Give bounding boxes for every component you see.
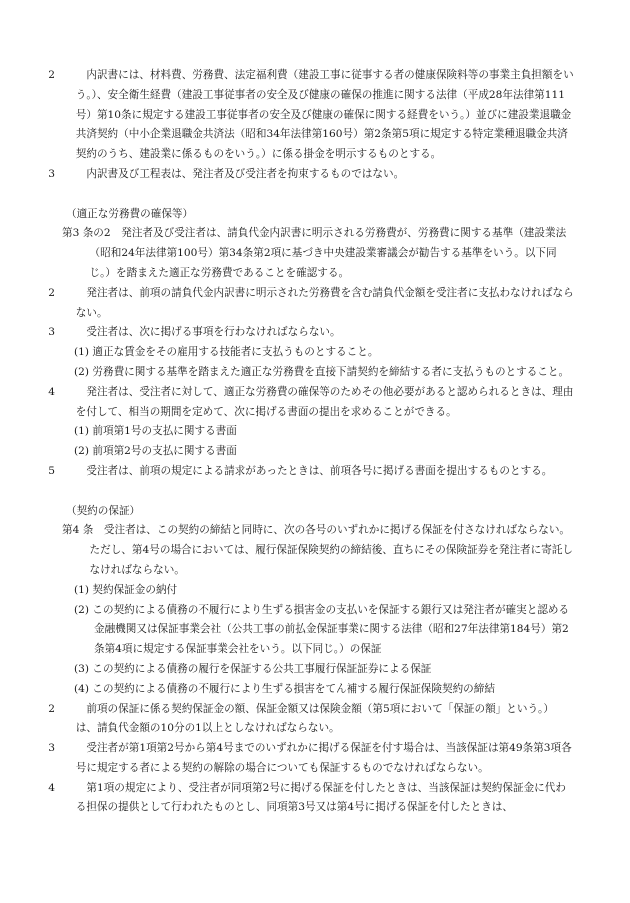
paragraph-2-breakdown bbox=[48, 66, 574, 165]
list-item bbox=[62, 422, 574, 442]
paragraph-3-binding bbox=[48, 165, 574, 185]
item-number: (4) bbox=[74, 682, 90, 695]
article-4 bbox=[62, 521, 574, 580]
article-number: 第4 条 bbox=[62, 524, 94, 537]
paragraph-number: 2 bbox=[48, 286, 55, 299]
item-text: この契約による債務の不履行により生ずる損害をてん補する履行保証保険契約の締結 bbox=[92, 682, 495, 695]
article-heading-guarantee: （契約の保証） bbox=[66, 504, 141, 517]
paragraph-text: 受注者は、次に掲げる事項を行わなければならない。 bbox=[86, 326, 341, 339]
paragraph-text: 発注者は、前項の請負代金内訳書に明示された労務費を含む請負代金額を受注者に支払わなければならない。 bbox=[75, 286, 574, 319]
list-item bbox=[62, 343, 574, 363]
paragraph-text: 内訳書には、材料費、労務費、法定福利費（建設工事に従事する者の健康保険料等の事業主負担額をいう。）、安全衛生経費（建設工事従事者の安全及び健康の確保の推進に関する法律（平成28年法律第111号）第10条に規定する建設工事従事者の安全及び健康の確保に関する経費をいう。）並びに建設業退職金共済契約（中小企業退職金共済法（昭和34年法律第160号）第2条第5項に規定する特定業種退職金共済契約のうち、建設業に係るものをいう。）に係る掛金を明示するものとする。 bbox=[75, 69, 574, 161]
paragraph-3-2-5 bbox=[48, 462, 574, 482]
item-text: この契約による債務の不履行により生ずる損害金の支払いを保証する銀行又は発注者が確実と認める金融機関又は保証事業会社（公共工事の前払金保証事業に関する法律（昭和27年法律第184号）第2条第4項に規定する保証事業会社をいう。以下同じ。）の保証 bbox=[92, 603, 570, 656]
paragraph-number: 2 bbox=[48, 702, 55, 715]
paragraph-3-2-3 bbox=[48, 323, 574, 343]
article-text: 受注者は、この契約の締結と同時に、次の各号のいずれかに掲げる保証を付さなければならない。ただし、第4号の場合においては、履行保証保険契約の締結後、直ちにその保険証券を発注者に寄託しなければならない。 bbox=[89, 524, 574, 576]
spacer bbox=[62, 185, 574, 205]
article-number: 第3 条の2 bbox=[62, 227, 111, 240]
item-text: 契約保証金の納付 bbox=[92, 583, 178, 596]
paragraph-3-2-4 bbox=[48, 383, 574, 423]
list-item bbox=[62, 363, 574, 383]
paragraph-number: 2 bbox=[48, 69, 55, 81]
item-number: (1) bbox=[74, 583, 90, 596]
paragraph-4-2 bbox=[48, 700, 574, 740]
paragraph-number: 3 bbox=[48, 742, 55, 755]
paragraph-4-4 bbox=[48, 779, 574, 819]
list-item bbox=[62, 680, 574, 700]
item-number: (1) bbox=[74, 346, 90, 359]
list-item bbox=[62, 442, 574, 462]
paragraph-text: 発注者は、受注者に対して、適正な労務費の確保等のためその他必要があると認められるときは、理由を付して、相当の期間を定めて、次に掲げる書面の提出を求めることができる。 bbox=[75, 385, 574, 418]
paragraph-number: 4 bbox=[48, 781, 55, 794]
item-text: 労務費に関する基準を踏まえた適正な労務費を直接下請契約を締結する者に支払うものとすること。 bbox=[92, 365, 570, 378]
paragraph-text: 前項の保証に係る契約保証金の額、保証金額又は保険金額（第5項において「保証の額」という。）は、請負代金額の10分の1以上としなければならない。 bbox=[75, 702, 554, 735]
paragraph-number: 5 bbox=[48, 464, 55, 477]
article-3-2 bbox=[62, 224, 574, 283]
list-item bbox=[62, 660, 574, 680]
list-item bbox=[62, 581, 574, 601]
item-text: 適正な賃金をその雇用する技能者に支払うものとすること。 bbox=[92, 346, 379, 359]
item-number: (1) bbox=[74, 425, 90, 438]
paragraph-text: 受注者は、前項の規定による請求があったときは、前項各号に掲げる書面を提出するものとする。 bbox=[86, 464, 553, 477]
item-text: この契約による債務の履行を保証する公共工事履行保証証券による保証 bbox=[92, 662, 432, 675]
paragraph-4-3 bbox=[48, 739, 574, 779]
item-number: (2) bbox=[74, 445, 90, 458]
paragraph-number: 3 bbox=[48, 326, 55, 339]
list-item bbox=[62, 601, 574, 660]
item-text: 前項第1号の支払に関する書面 bbox=[92, 425, 237, 438]
paragraph-number: 4 bbox=[48, 385, 55, 398]
item-number: (2) bbox=[74, 603, 90, 616]
article-text: 発注者及び受注者は、請負代金内訳書に明示される労務費が、労務費に関する基準（建設業法（昭和24年法律第100号）第34条第2項に基づき中央建設業審議会が勧告する基準をいう。以下同じ。）を踏まえた適正な労務費であることを確認する。 bbox=[89, 227, 567, 279]
paragraph-text: 第1項の規定により、受注者が同項第2号に掲げる保証を付したときは、当該保証は契約保証金に代わる担保の提供として行われたものとし、同項第3号又は第4号に掲げる保証を付したときは、 bbox=[75, 781, 566, 814]
item-number: (3) bbox=[74, 662, 90, 675]
article-heading-labor-cost: （適正な労務費の確保等） bbox=[66, 207, 194, 220]
paragraph-3-2-2 bbox=[48, 284, 574, 324]
paragraph-text: 受注者が第1項第2号から第4号までのいずれかに掲げる保証を付す場合は、当該保証は第49条第3項各号に規定する者による契約の解除の場合についても保証するものでなければならない。 bbox=[75, 742, 572, 774]
spacer bbox=[62, 482, 574, 502]
item-number: (2) bbox=[74, 365, 90, 378]
paragraph-number: 3 bbox=[48, 167, 55, 180]
paragraph-text: 内訳書及び工程表は、発注者及び受注者を拘束するものではない。 bbox=[86, 167, 405, 180]
item-text: 前項第2号の支払に関する書面 bbox=[92, 445, 237, 458]
